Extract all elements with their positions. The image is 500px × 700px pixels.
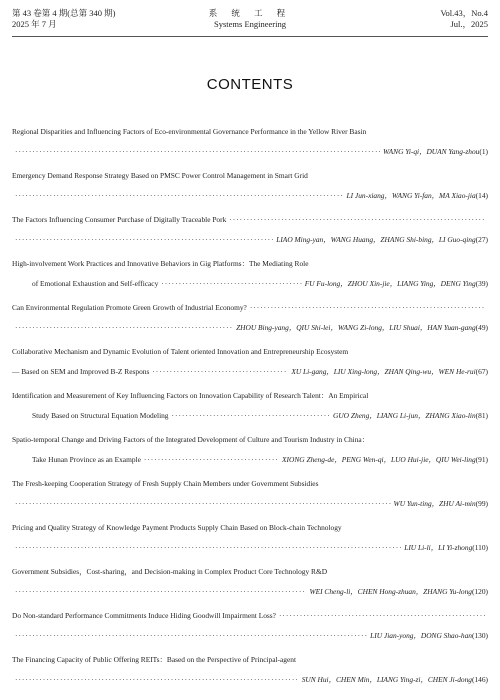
toc-entry[interactable] (12, 522, 488, 553)
toc-entry-authors: LIU Li-li，LI Yi-zhong (404, 543, 473, 552)
toc-entry[interactable] (12, 478, 488, 509)
toc-entry-title: The Financing Capacity of Public Offering REITs：Based on the Perspective of Principal-agent (12, 655, 297, 664)
toc-entry-title: Spatio-temporal Change and Driving Factors of the Integrated Development of Culture and Tourism Industry in China： (12, 435, 370, 444)
toc-leader-dots (250, 302, 485, 313)
toc-entry-authors: FU Fu-long，ZHOU Xin-jie，LIANG Ying，DENG Ying (304, 279, 476, 288)
toc-leader-dots (15, 630, 367, 641)
toc-leader-dots (15, 542, 401, 553)
toc-entry-title: Collaborative Mechanism and Dynamic Evolution of Talent oriented Innovation and Entrepreneurship Ecosystem (12, 347, 349, 356)
toc-entry-authors: WANG Yi-qi，DUAN Yang-zhou (382, 147, 480, 156)
toc-entry-title: Emergency Demand Response Strategy Based on PMSC Power Control Management in Smart Grid (12, 171, 308, 180)
toc-entry[interactable] (12, 126, 488, 157)
toc-entry-authors: WU Yun-ting，ZHU Ai-min (393, 499, 476, 508)
toc-entry-title: Government Subsidies，Cost-sharing，and Decision-making in Complex Product Core Technology R&D (12, 567, 328, 576)
toc-leader-dots (15, 322, 233, 333)
toc-entry-page: (39) (475, 279, 488, 288)
toc-entry-authors: WEI Cheng-li，CHEN Hong-zhuan，ZHANG Yu-long (309, 587, 472, 596)
toc-entry-title: High-involvement Work Practices and Innovative Behaviors in Gig Platforms：The Mediating Role (12, 259, 309, 268)
toc-entry-authors: LIU Jian-yong，DONG Shao-han (370, 631, 472, 640)
toc-entry[interactable] (12, 566, 488, 597)
toc-entry-title: The Fresh-keeping Cooperation Strategy of Fresh Supply Chain Members under Government Subsidies (12, 479, 319, 488)
journal-name (12, 8, 488, 30)
toc-entry-page: (110) (472, 543, 488, 552)
toc-entry-authors: XIONG Zheng-de，PENG Wen-qi，LUO Hui-jie，QIU Wei-ling (282, 455, 476, 464)
toc-entry-page: (91) (475, 455, 488, 464)
toc-leader-dots (279, 610, 485, 621)
toc-entry[interactable] (12, 258, 488, 289)
toc-entry-title-continued: Take Hunan Province as an Example (32, 455, 141, 464)
toc-entry[interactable] (12, 346, 488, 377)
volume-info (440, 8, 488, 30)
toc-leader-dots (15, 674, 299, 685)
toc-entry-title: Can Environmental Regulation Promote Green Growth of Industrial Economy? (12, 303, 247, 312)
toc-entry-authors: GUO Zheng，LIANG Li-jun，ZHANG Xiao-lin (332, 411, 476, 420)
toc-leader-dots (172, 410, 330, 421)
toc-entry-authors: LI Jun-xiang，WANG Yi-fan，MA Xiao-jia (346, 191, 476, 200)
toc-entry[interactable] (12, 390, 488, 421)
toc-entry-title: The Factors Influencing Consumer Purchase of Digitally Traceable Pork (12, 215, 227, 224)
toc-entry-page: (99) (475, 499, 488, 508)
running-header (12, 8, 488, 38)
toc-leader-dots (15, 190, 344, 201)
toc-leader-dots (152, 366, 288, 377)
toc-entry-authors: SUN Hui，CHEN Min，LIANG Ying-zi，CHEN Ji-dong (301, 675, 472, 684)
volume-number: Vol.43，No.4 (440, 8, 488, 18)
toc-entry-page: (1) (479, 147, 488, 156)
toc-leader-dots (229, 214, 485, 225)
toc-entry[interactable] (12, 302, 488, 333)
header-rule (12, 36, 488, 37)
toc-entry[interactable] (12, 654, 488, 685)
issue-volume: 第 43 卷第 4 期(总第 340 期) (12, 8, 116, 18)
toc-entry-authors: LIAO Ming-yan，WANG Huang，ZHANG Shi-bing，LI Guo-qing (276, 235, 476, 244)
toc-entry[interactable] (12, 214, 488, 245)
toc-entry-title-continued: Study Based on Structural Equation Modeling (32, 411, 169, 420)
toc-leader-dots (15, 498, 391, 509)
toc-entry-title: Pricing and Quality Strategy of Knowledge Payment Products Supply Chain Based on Block-chain Technology (12, 523, 342, 532)
toc-leader-dots (161, 278, 301, 289)
toc-entry-page: (67) (475, 367, 488, 376)
journal-name-cn: 系 统 工 程 (208, 8, 292, 18)
toc-entry[interactable] (12, 434, 488, 465)
toc-entry-authors: XU Li-gang，LIU Xing-long，ZHAN Qing-wu，WEN He-rui (291, 367, 476, 376)
journal-name-en: Systems Engineering (213, 19, 286, 29)
toc-entry-page: (146) (471, 675, 488, 684)
page-title: CONTENTS (206, 76, 294, 93)
toc-entry-title-continued: of Emotional Exhaustion and Self-efficacy (32, 279, 159, 288)
toc-leader-dots (15, 234, 273, 245)
toc-entry-page: (14) (475, 191, 488, 200)
toc-entry-title: Identification and Measurement of Key Influencing Factors on Innovation Capability of Research Talent：An Empirical (12, 391, 369, 400)
toc-entry-title-continued: — Based on SEM and Improved B-Z Respons (12, 367, 150, 376)
toc-leader-dots (144, 454, 279, 465)
toc-entry-title: Do Non-standard Performance Commitments Induce Hiding Goodwill Impairment Loss? (12, 611, 276, 620)
toc-entry-title: Regional Disparities and Influencing Factors of Eco-environmental Governance Performance in the Yellow River Basin (12, 127, 367, 136)
issue-date: 2025 年 7 月 (12, 19, 57, 29)
toc-leader-dots (15, 586, 306, 597)
toc-entry[interactable] (12, 170, 488, 201)
toc-entry-page: (81) (475, 411, 488, 420)
table-of-contents (12, 126, 488, 698)
toc-entry-page: (49) (475, 323, 488, 332)
toc-entry-page: (130) (471, 631, 488, 640)
toc-entry[interactable] (12, 610, 488, 641)
toc-entry-page: (120) (471, 587, 488, 596)
toc-entry-page: (27) (475, 235, 488, 244)
volume-date: Jul.，2025 (450, 19, 488, 29)
toc-entry-authors: ZHOU Bing-yang，QIU Shi-lei，WANG Zi-long，LIU Shuai，HAN Yuan-gang (236, 323, 476, 332)
toc-leader-dots (15, 146, 380, 157)
